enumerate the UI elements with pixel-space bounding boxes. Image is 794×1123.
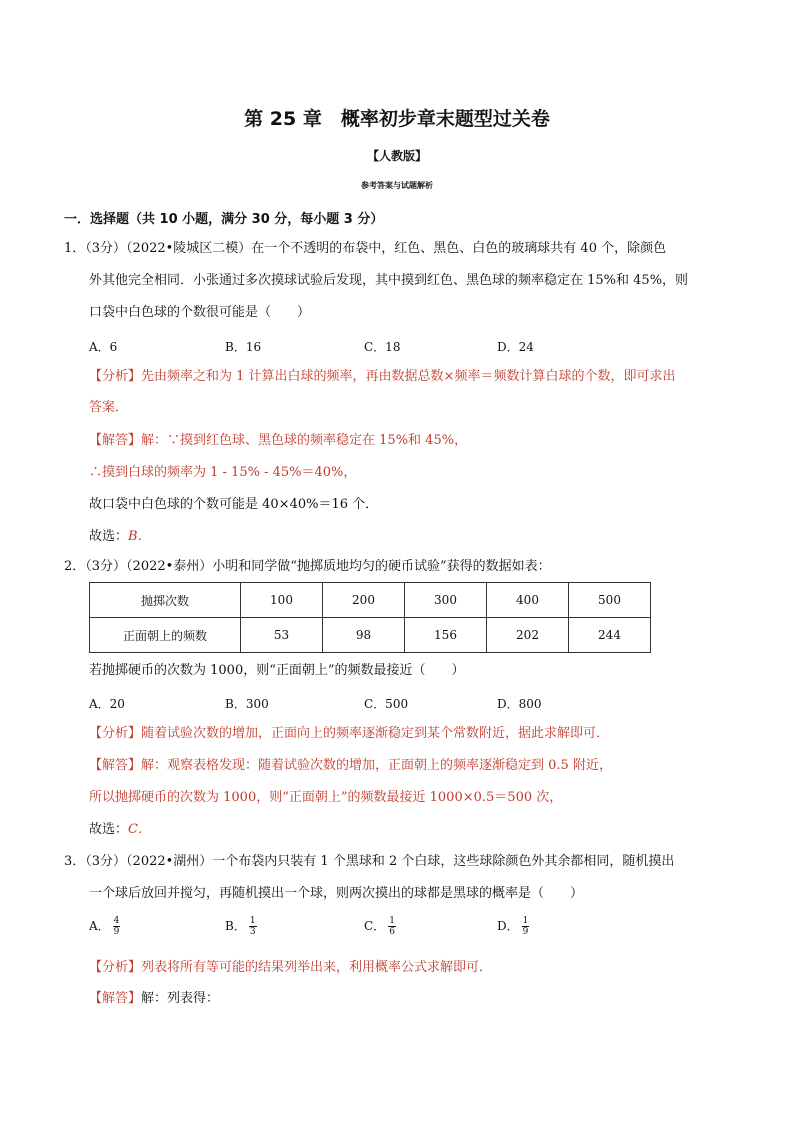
q1-answer-line-3: 故口袋中白色球的个数可能是 40×40%＝16 个． [89,497,379,512]
q1-line-2: 外其他完全相同．小张通过多次摸球试验后发现，其中摸到红色、黑色球的频率稳定在 15%和 45%，则 [89,273,689,288]
option-letter: B． [225,919,246,933]
option-letter: C． [364,919,386,933]
q2-question: 若抛掷硬币的次数为 1000，则“正面朝上”的频数最接近（ ） [89,663,465,678]
q3-analysis [89,960,492,976]
fraction-denominator: 9 [522,927,529,937]
q3-option-a [89,916,120,937]
table-cell: 抛掷次数 [90,583,241,618]
fraction-denominator: 3 [249,927,256,937]
fraction [113,916,121,937]
q3-line-2: 一个球后放回并搅匀，再随机摸出一个球，则两次摸出的球都是黑球的概率是（ ） [89,886,584,901]
q2-choice-value: C． [128,822,151,837]
fraction-numerator: 1 [522,916,529,926]
table-cell: 53 [241,618,323,653]
edition-label: 【人教版】 [366,149,427,163]
q2-option-c: C．500 [364,697,409,711]
option-letter: D． [497,919,519,933]
table-cell: 98 [323,618,405,653]
frequency-table [89,582,651,653]
q3-answer-text: 解：列表得： [141,991,220,1006]
table-cell: 244 [569,618,651,653]
q2-option-d: D．800 [497,697,542,711]
table-cell: 156 [405,618,487,653]
q3-option-d [497,916,529,937]
table-row [90,618,651,653]
analysis-tag: 【分析】 [89,726,142,741]
q1-analysis-text: 先由频率之和为 1 计算出白球的频率，再由数据总数×频率＝频数计算白球的个数，即可求出 [141,369,676,384]
analysis-tag: 【分析】 [89,960,142,975]
q2-answer-line-2: 所以抛掷硬币的次数为 1000，则“正面朝上”的频数最接近 1000×0.5＝500 次， [89,790,563,805]
q2-answer-text: 解：观察表格发现：随着试验次数的增加，正面朝上的频率逐渐稳定到 0.5 附近， [141,758,612,773]
q2-choice-label: 故选： [89,822,129,837]
table-cell: 300 [405,583,487,618]
q1-answer [89,433,467,449]
table-cell: 202 [487,618,569,653]
table-cell: 500 [569,583,651,618]
section-heading: 一．选择题（共 10 小题，满分 30 分，每小题 3 分） [64,212,384,227]
q1-choice-value: B． [128,529,151,544]
fraction [388,916,396,937]
q1-choice [89,529,151,545]
reference-subtitle: 参考答案与试题解析 [361,181,433,190]
q1-answer-text: 解：∵摸到红色球、黑色球的频率稳定在 15%和 45%， [141,433,468,448]
fraction-numerator: 1 [389,916,395,926]
q1-option-a: A．6 [89,340,118,354]
fraction-denominator: 6 [389,927,395,937]
q1-line-1: 1．（3分）（2022•陵城区二模）在一个不透明的布袋中，红色、黑色、白色的玻璃球共有 40 个，除颜色 [64,241,667,256]
q3-option-b [225,916,257,937]
fraction-numerator: 4 [113,916,120,926]
q2-option-a: A．20 [89,697,125,711]
q3-analysis-text: 列表将所有等可能的结果列举出来，利用概率公式求解即可． [141,960,493,975]
q1-answer-line-2: ∴摸到白球的频率为 1 - 15% - 45%＝40%， [89,465,357,480]
q1-choice-label: 故选： [89,529,129,544]
table-cell: 200 [323,583,405,618]
fraction [522,916,530,937]
fraction [249,916,257,937]
q3-line-1: 3．（3分）（2022•湖州）一个布袋内只装有 1 个黑球和 2 个白球，这些球除颜色外其余都相同，随机摸出 [64,854,675,869]
analysis-tag: 【分析】 [89,369,142,384]
q1-analysis [89,369,675,385]
answer-tag: 【解答】 [89,991,142,1006]
option-letter: A． [89,919,110,933]
fraction-denominator: 9 [113,927,120,937]
table-cell: 400 [487,583,569,618]
page-title: 第 25 章 概率初步章末题型过关卷 [244,108,550,130]
q1-option-d: D．24 [497,340,534,354]
q2-option-b: B．300 [225,697,269,711]
answer-tag: 【解答】 [89,433,142,448]
q2-answer [89,758,612,774]
q1-line-3: 口袋中白色球的个数很可能是（ ） [89,305,311,320]
q3-answer [89,991,219,1007]
table-row [90,583,651,618]
answer-tag: 【解答】 [89,758,142,773]
fraction-numerator: 1 [249,916,256,926]
q2-choice [89,822,151,838]
q1-option-b: B．16 [225,340,262,354]
q1-analysis-line-2: 答案． [89,400,129,415]
q2-analysis-text: 随着试验次数的增加，正面向上的频率逐渐稳定到某个常数附近，据此求解即可． [141,726,610,741]
q2-analysis [89,726,609,742]
table-cell: 正面朝上的频数 [90,618,241,653]
q1-option-c: C．18 [364,340,401,354]
q3-option-c [364,916,396,937]
table-cell: 100 [241,583,323,618]
q2-line-1: 2．（3分）（2022•泰州）小明和同学做“抛掷质地均匀的硬币试验”获得的数据如表： [64,559,551,574]
